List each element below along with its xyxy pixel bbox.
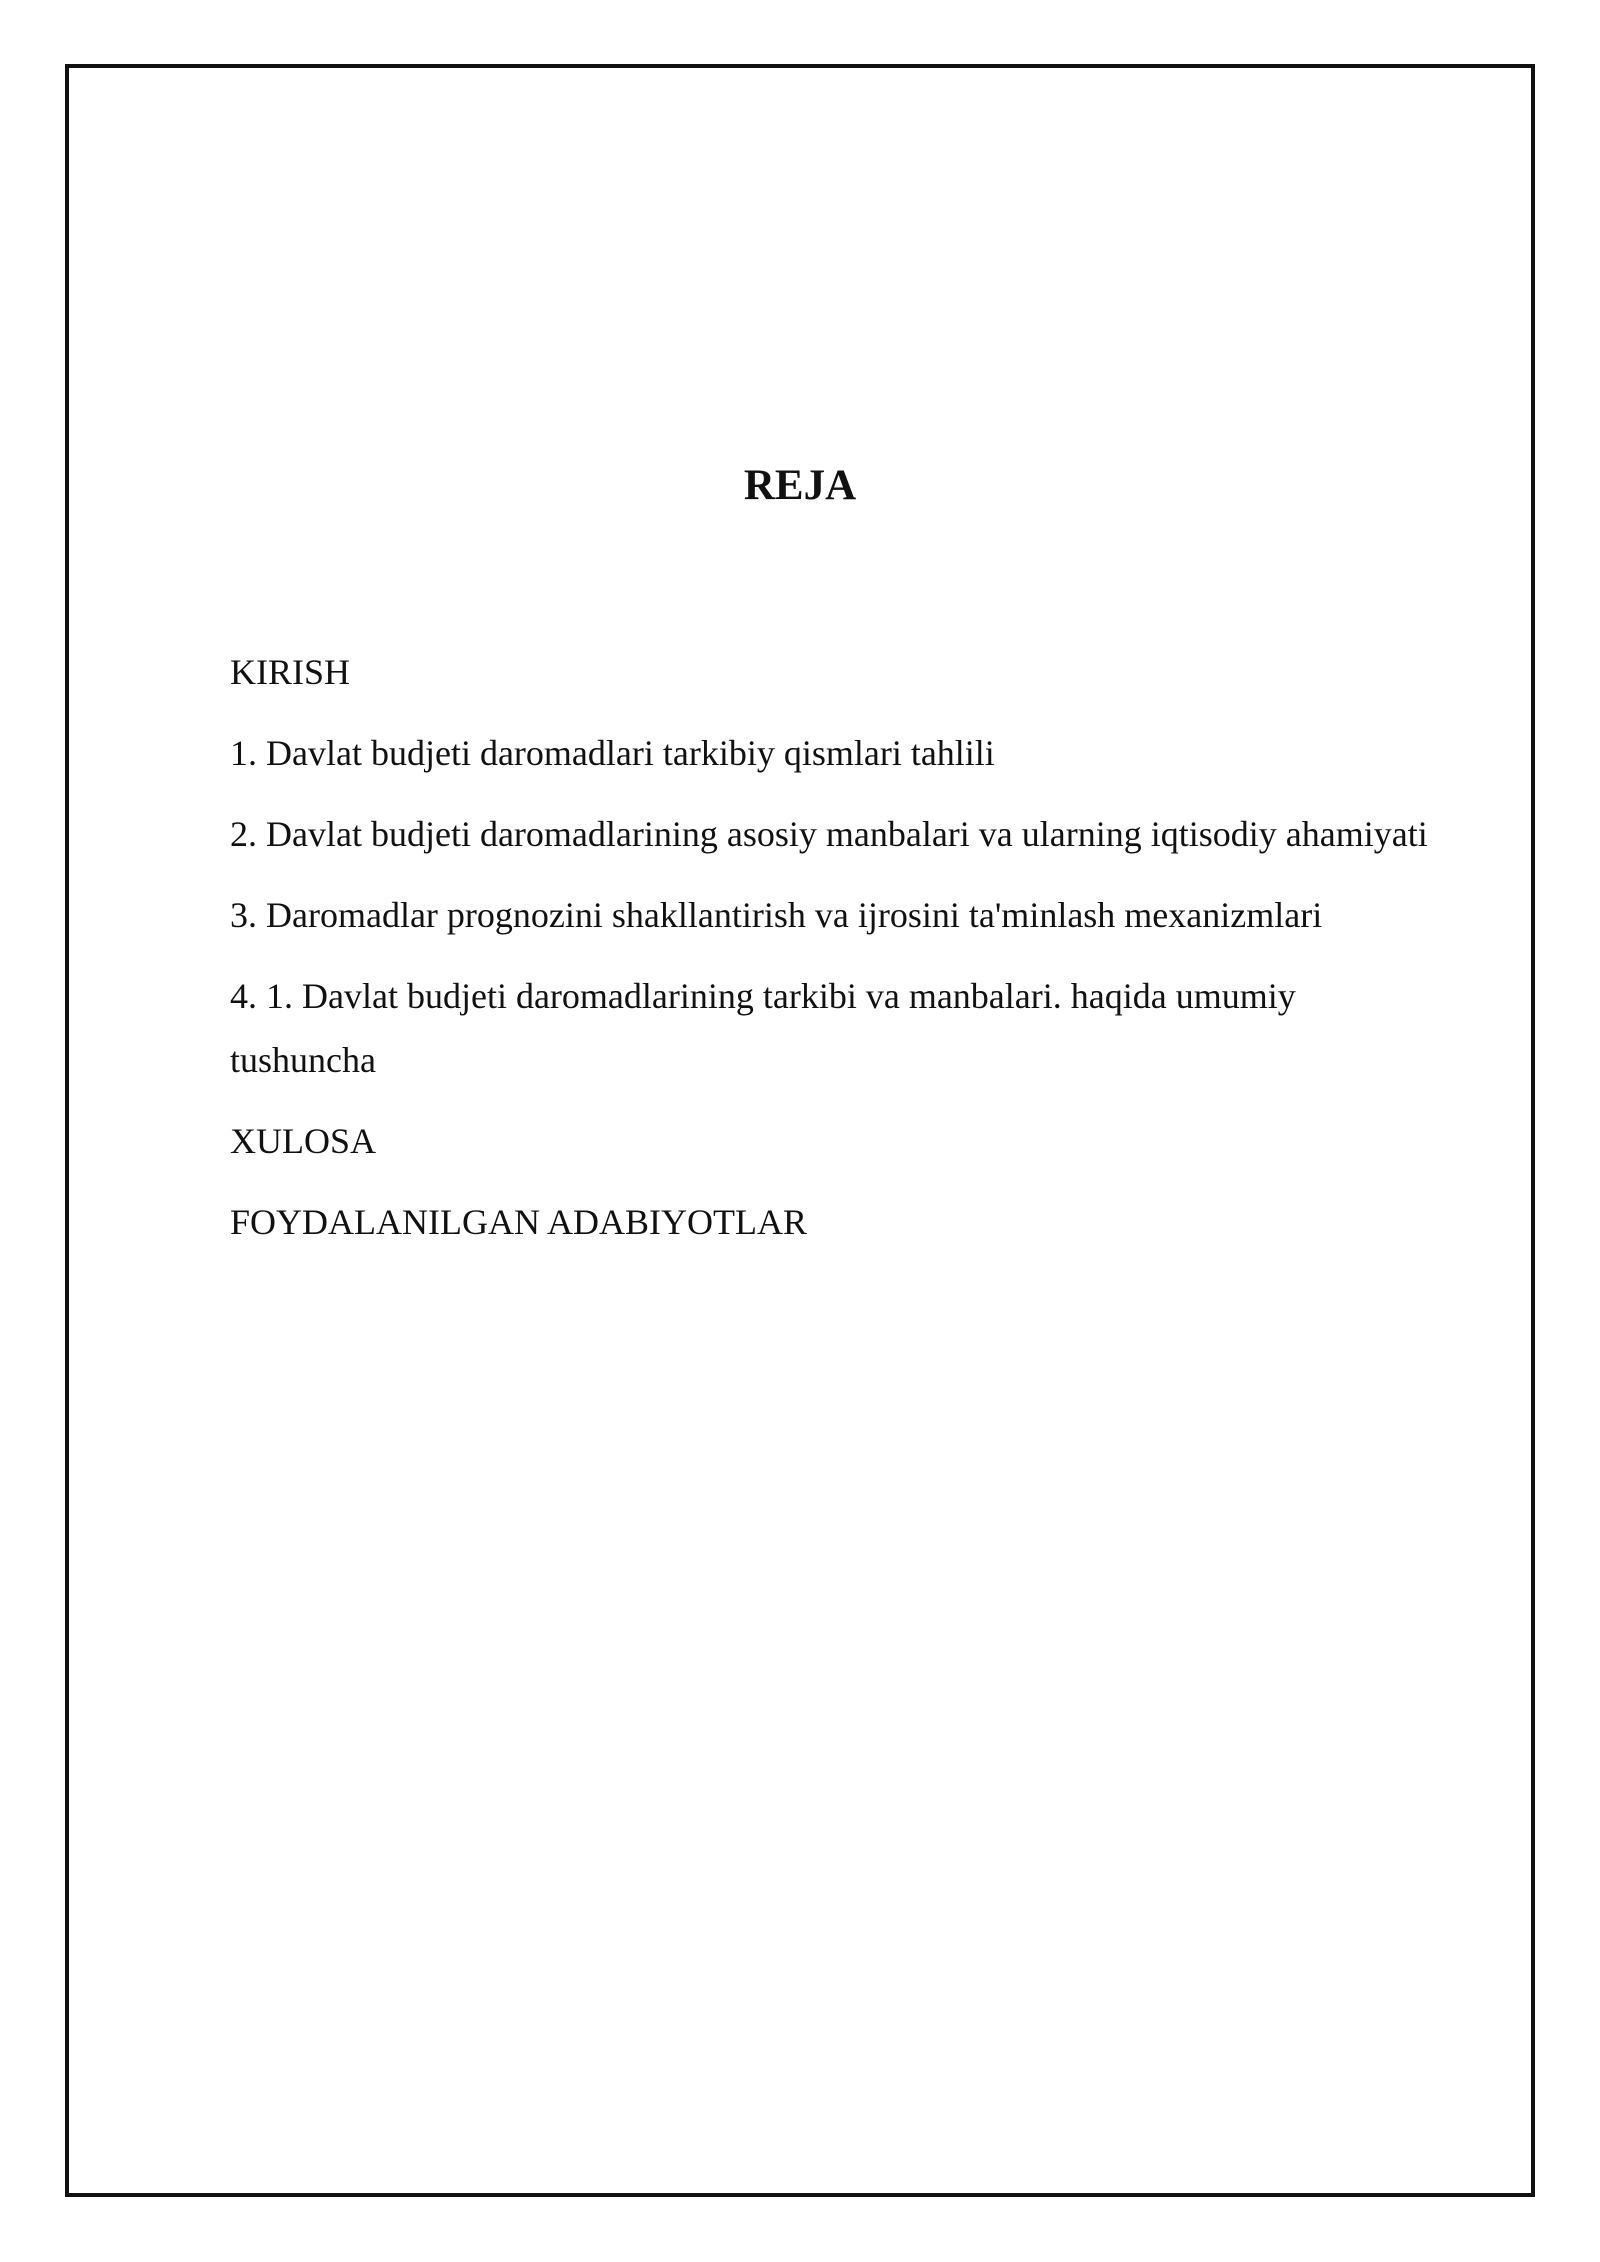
toc-item-2: 2. Davlat budjeti daromadlarining asosiy manbalari va ularning iqtisodiy ahamiyati (230, 814, 1428, 854)
toc-item-1: 1. Davlat budjeti daromadlari tarkibiy qismlari tahlili (230, 733, 995, 773)
table-of-contents (230, 640, 1520, 1271)
toc-item-conclusion: XULOSA (230, 1121, 377, 1161)
page-title: REJA (743, 462, 857, 509)
toc-item-references: FOYDALANILGAN ADABIYOTLAR (230, 1202, 807, 1242)
toc-item-intro: KIRISH (230, 652, 351, 692)
toc-item-4: 4. 1. Davlat budjeti daromadlarining tarkibi va manbalari. haqida umumiy tushuncha (230, 976, 1296, 1080)
toc-item-3: 3. Daromadlar prognozini shakllantirish va ijrosini ta'minlash mexanizmlari (230, 895, 1323, 935)
